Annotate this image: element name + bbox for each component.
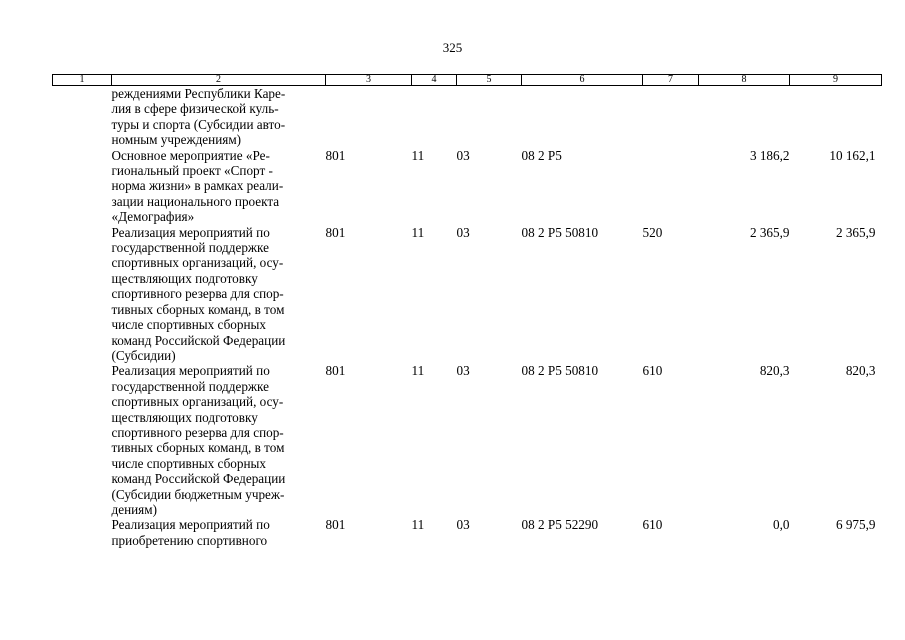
description-line: Реализация мероприятий по (111, 363, 270, 379)
table-row (53, 148, 882, 225)
column-header: 5 (457, 75, 522, 86)
row-index-cell (53, 225, 112, 364)
row-index-cell (53, 517, 112, 548)
column-number-header-row (53, 75, 882, 86)
amount-cell: 2 365,9 (749, 224, 790, 240)
column-header: 7 (643, 75, 699, 86)
expense-type-code-cell (643, 148, 699, 225)
budget-table (52, 74, 882, 548)
section-code-cell (412, 86, 457, 148)
description-cell (112, 86, 326, 148)
description-line: лия в сфере физической куль- (111, 101, 279, 117)
description-line: (Субсидии бюджетным учреж- (111, 486, 285, 502)
amount-cell: 820,3 (759, 363, 790, 379)
column-header: 4 (412, 75, 457, 86)
ministry-code-cell (326, 86, 412, 148)
column-header: 3 (326, 75, 412, 86)
amount-cell: 2 365,9 (835, 224, 876, 240)
description-line: ществляющих подготовку (111, 409, 258, 425)
table-row (53, 363, 882, 517)
ministry-code-cell: 801 (325, 363, 346, 379)
amount-cell (699, 86, 790, 148)
description-line: туры и спорта (Субсидии авто- (111, 116, 286, 132)
page-number: 325 (442, 40, 463, 55)
description-line: команд Российской Федерации (111, 332, 286, 348)
amount-cell: 0,0 (773, 517, 790, 533)
table-body (53, 86, 882, 549)
description-line: (Субсидии) (111, 347, 176, 363)
section-code-cell: 11 (411, 147, 425, 163)
column-header: 6 (522, 75, 643, 86)
description-line: реждениями Республики Каре- (111, 86, 286, 101)
expense-type-code-cell (643, 86, 699, 148)
description-line: тивных сборных команд, в том (111, 440, 285, 456)
amount-cell: 10 162,1 (829, 147, 876, 163)
description-line: числе спортивных сборных (111, 455, 266, 471)
description-line: приобретению спортивного (111, 532, 268, 548)
subsection-code-cell: 03 (456, 363, 470, 379)
amount-cell: 6 975,9 (835, 517, 876, 533)
description-line: государственной поддержке (111, 378, 269, 394)
description-line: Основное мероприятие «Ре- (111, 147, 270, 163)
description-line: зации национального проекта (111, 193, 280, 209)
column-header: 9 (790, 75, 882, 86)
amount-cell: 3 186,2 (749, 147, 790, 163)
expense-type-code-cell: 610 (642, 517, 663, 533)
description-line: тивных сборных команд, в том (111, 301, 285, 317)
description-line: ществляющих подготовку (111, 270, 258, 286)
section-code-cell: 11 (411, 517, 425, 533)
description-line: номным учреждениям) (111, 132, 242, 148)
section-code-cell: 11 (411, 363, 425, 379)
description-line: Реализация мероприятий по (111, 517, 270, 533)
amount-cell (790, 86, 882, 148)
column-header: 2 (112, 75, 326, 86)
ministry-code-cell: 801 (325, 224, 346, 240)
description-line: спортивного резерва для спор- (111, 424, 284, 440)
expense-type-code-cell: 520 (642, 224, 663, 240)
amount-cell: 820,3 (845, 363, 876, 379)
description-line: государственной поддержке (111, 240, 269, 256)
table-row (53, 517, 882, 548)
description-cell (112, 225, 326, 364)
description-line: спортивных организаций, осу- (111, 255, 284, 271)
description-cell (112, 517, 326, 548)
section-code-cell: 11 (411, 224, 425, 240)
subsection-code-cell (457, 86, 522, 148)
target-item-code-cell: 08 2 P5 (521, 147, 562, 163)
ministry-code-cell: 801 (325, 147, 346, 163)
target-item-code-cell (522, 86, 643, 148)
description-line: гиональный проект «Спорт - (111, 163, 273, 179)
target-item-code-cell: 08 2 P5 50810 (521, 363, 599, 379)
expense-type-code-cell: 610 (642, 363, 663, 379)
row-index-cell (53, 148, 112, 225)
ministry-code-cell: 801 (325, 517, 346, 533)
description-line: дениям) (111, 501, 157, 517)
subsection-code-cell: 03 (456, 517, 470, 533)
row-index-cell (53, 363, 112, 517)
description-cell (112, 363, 326, 517)
subsection-code-cell: 03 (456, 224, 470, 240)
description-line: спортивных организаций, осу- (111, 394, 284, 410)
row-index-cell (53, 86, 112, 148)
description-cell (112, 148, 326, 225)
subsection-code-cell: 03 (456, 147, 470, 163)
table-row (53, 86, 882, 148)
description-line: числе спортивных сборных (111, 317, 266, 333)
description-line: команд Российской Федерации (111, 471, 286, 487)
column-header: 1 (53, 75, 112, 86)
column-header: 8 (699, 75, 790, 86)
description-line: спортивного резерва для спор- (111, 286, 284, 302)
target-item-code-cell: 08 2 P5 50810 (521, 224, 599, 240)
description-line: «Демография» (111, 209, 195, 225)
description-line: норма жизни» в рамках реали- (111, 178, 284, 194)
table-row (53, 225, 882, 364)
description-line: Реализация мероприятий по (111, 224, 270, 240)
target-item-code-cell: 08 2 P5 52290 (521, 517, 599, 533)
